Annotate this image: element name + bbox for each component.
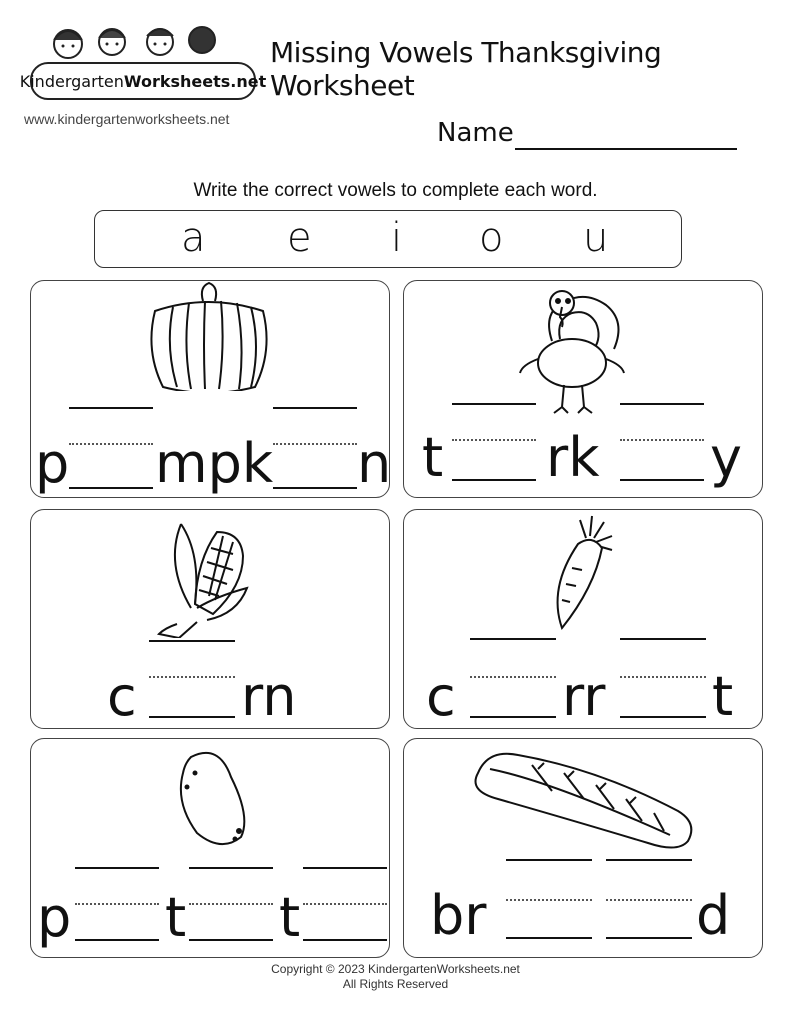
hint-line: [620, 403, 704, 405]
vowel-i: i: [391, 215, 403, 261]
name-line: [515, 148, 737, 150]
guide-dotline: [606, 899, 692, 901]
word-part: mpk: [155, 432, 274, 495]
word-part: t: [712, 665, 734, 728]
answer-blank[interactable]: [149, 716, 235, 718]
instruction-text: Write the correct vowels to complete each word.: [193, 180, 598, 201]
answer-blank[interactable]: [303, 939, 387, 941]
logo-wordmark: [19, 62, 267, 100]
word-part: p: [37, 886, 72, 949]
word-card-bread: [403, 738, 763, 958]
guide-dotline: [470, 676, 556, 678]
guide-dotline: [452, 439, 536, 441]
page-title: Missing Vowels Thanksgiving Worksheet: [270, 36, 662, 102]
vowel-u: u: [583, 215, 609, 261]
word-part: rn: [241, 665, 297, 728]
guide-dotline: [149, 676, 235, 678]
word-card-pumpkin: [30, 280, 390, 498]
hint-line: [470, 638, 556, 640]
word-part: t: [165, 886, 187, 949]
answer-blank[interactable]: [606, 937, 692, 939]
guide-dotline: [620, 439, 704, 441]
word-part: y: [710, 426, 742, 489]
hint-line: [620, 638, 706, 640]
corn-icon: [137, 512, 277, 638]
word-part: p: [35, 432, 70, 495]
pumpkin-icon: [133, 281, 283, 391]
vowel-bank: [94, 210, 682, 268]
hint-line: [506, 859, 592, 861]
guide-dotline: [189, 903, 273, 905]
word-part: t: [279, 886, 301, 949]
site-url: www.kindergartenworksheets.net: [24, 111, 230, 127]
potato-icon: [161, 743, 261, 851]
word-part: n: [357, 432, 392, 495]
word-card-corn: [30, 509, 390, 729]
guide-dotline: [75, 903, 159, 905]
answer-blank[interactable]: [506, 937, 592, 939]
guide-dotline: [273, 443, 357, 445]
word-part: rk: [546, 426, 600, 489]
vowel-o: o: [479, 215, 504, 261]
answer-blank[interactable]: [75, 939, 159, 941]
guide-dotline: [303, 903, 387, 905]
vowel-e: e: [287, 215, 312, 261]
word-part: rr: [562, 665, 606, 728]
hint-line: [303, 867, 387, 869]
word-part: c: [426, 665, 456, 728]
carrot-icon: [532, 512, 632, 632]
hint-line: [452, 403, 536, 405]
site-logo: [19, 18, 267, 116]
hint-line: [273, 407, 357, 409]
hint-line: [606, 859, 692, 861]
answer-blank[interactable]: [620, 479, 704, 481]
hint-line: [75, 867, 159, 869]
hint-line: [189, 867, 273, 869]
logo-text-bold: Worksheets.net: [123, 71, 267, 91]
word-part: t: [422, 426, 444, 489]
guide-dotline: [620, 676, 706, 678]
word-part: c: [107, 665, 137, 728]
vowel-a: a: [181, 215, 206, 261]
word-card-potato: [30, 738, 390, 958]
answer-blank[interactable]: [69, 487, 153, 489]
hint-line: [149, 640, 235, 642]
word-part: br: [430, 884, 487, 947]
hint-line: [69, 407, 153, 409]
guide-dotline: [69, 443, 153, 445]
answer-blank[interactable]: [470, 716, 556, 718]
logo-text-regular: Kindergarten: [19, 71, 124, 91]
footer-copyright: Copyright © 2023 KindergartenWorksheets.net: [271, 962, 520, 976]
footer-rights: All Rights Reserved: [342, 977, 449, 991]
answer-blank[interactable]: [189, 939, 273, 941]
word-card-turkey: [403, 280, 763, 498]
kids-faces-icon: [26, 18, 258, 68]
answer-blank[interactable]: [273, 487, 357, 489]
bread-icon: [468, 743, 698, 853]
answer-blank[interactable]: [452, 479, 536, 481]
turkey-icon: [512, 281, 642, 417]
answer-blank[interactable]: [620, 716, 706, 718]
word-card-carrot: [403, 509, 763, 729]
name-label: Name: [437, 118, 514, 148]
guide-dotline: [506, 899, 592, 901]
word-part: d: [696, 884, 731, 947]
